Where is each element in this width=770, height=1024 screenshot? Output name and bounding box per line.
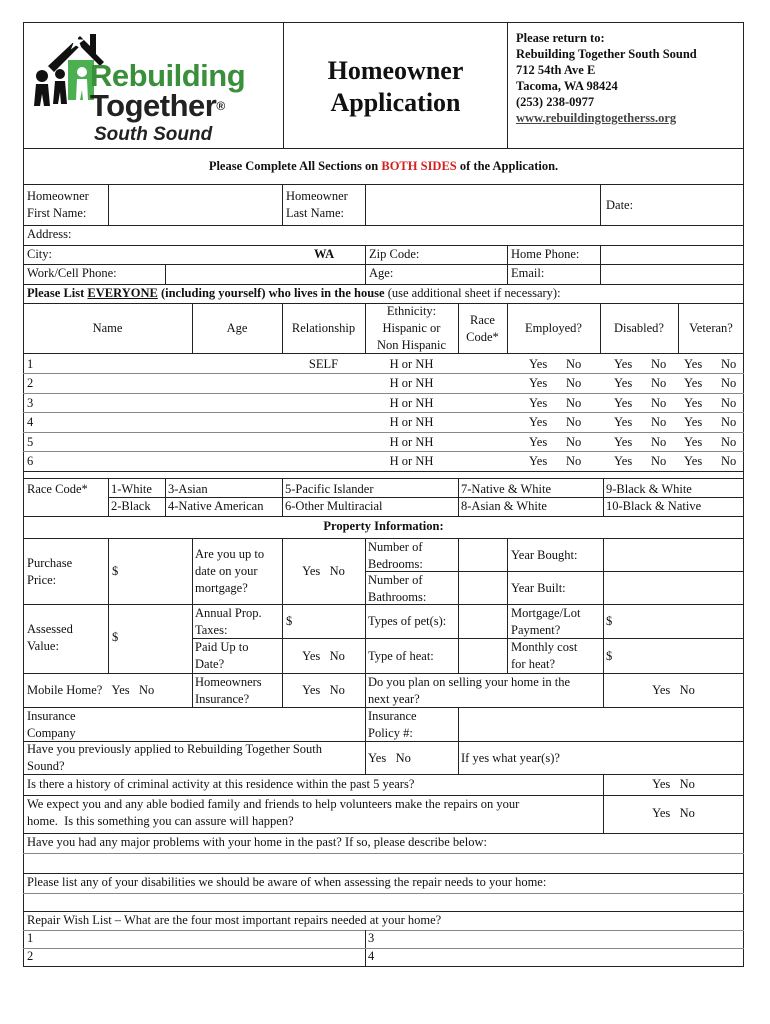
row-relationship: SELF (308, 357, 339, 371)
wishlist-label: Repair Wish List – What are the four most important repairs needed at your home? (27, 913, 442, 927)
race-code: 3-Asian (168, 482, 208, 496)
purchase-price-label: Purchase Price: (27, 556, 73, 587)
wishlist-item-3: 3 (368, 931, 375, 945)
race-code: 2-Black (111, 499, 151, 513)
veteran-yes-option[interactable]: Yes (684, 396, 703, 410)
disabled-yes-option[interactable]: Yes (614, 396, 633, 410)
disabilities-label: Please list any of your disabilities we should be aware of when assessing the repair needs to your home: (27, 875, 547, 889)
paid-up-yes-no[interactable]: Yes No (302, 649, 345, 663)
volunteers-yes-no[interactable]: Yes No (652, 806, 695, 820)
pets-label: Types of pet(s): (368, 614, 447, 628)
work-phone-label: Work/Cell Phone: (27, 266, 117, 280)
col-name: Name (92, 321, 123, 335)
disabled-no-option[interactable]: No (651, 435, 667, 449)
instructions: Please Complete All Sections on BOTH SIDES of the Application. (208, 159, 559, 173)
col-ethnicity: Ethnicity: Hispanic or Non Hispanic (376, 304, 447, 352)
mobile-home-yes-no[interactable]: Yes No (111, 683, 155, 697)
date-label: Date: (606, 198, 634, 212)
race-code: 8-Asian & White (461, 499, 547, 513)
row-ethnicity: H or NH (389, 376, 434, 390)
veteran-yes-option[interactable]: Yes (684, 435, 703, 449)
col-age: Age (226, 321, 248, 335)
race-code: 4-Native American (168, 499, 264, 513)
disabled-yes-option[interactable]: Yes (614, 415, 633, 429)
bedrooms-label: Number of Bedrooms: (368, 540, 423, 571)
race-code: 6-Other Multiracial (285, 499, 383, 513)
volunteers-label: We expect you and any able bodied family and friends to help volunteers make the repairs on your home. Is this something you can assure will happen? (27, 797, 520, 828)
disabled-no-option[interactable]: No (651, 376, 667, 390)
age-label: Age: (369, 266, 394, 280)
assessed-value-dollar: $ (112, 630, 119, 644)
employed-yes-option[interactable]: Yes (529, 454, 548, 468)
employed-no-option[interactable]: No (566, 376, 582, 390)
employed-yes-option[interactable]: Yes (529, 435, 548, 449)
veteran-yes-option[interactable]: Yes (684, 376, 703, 390)
criminal-history-yes-no[interactable]: Yes No (652, 777, 695, 791)
row-ethnicity: H or NH (389, 396, 434, 410)
disabled-yes-option[interactable]: Yes (614, 376, 633, 390)
selling-yes-no[interactable]: Yes No (652, 683, 695, 697)
employed-yes-option[interactable]: Yes (529, 357, 548, 371)
row-ethnicity: H or NH (389, 357, 434, 371)
heat-label: Type of heat: (368, 649, 434, 663)
row-ethnicity: H or NH (389, 454, 434, 468)
address-label: Address: (27, 227, 72, 241)
disabled-yes-option[interactable]: Yes (614, 357, 633, 371)
row-ethnicity: H or NH (389, 435, 434, 449)
mobile-home-label: Mobile Home? Yes No (27, 683, 155, 697)
home-phone-label: Home Phone: (511, 247, 580, 261)
purchase-price-dollar: $ (112, 564, 119, 578)
row-num: 1 (27, 357, 34, 371)
last-name-label: Homeowner Last Name: (286, 189, 348, 220)
race-code: 7-Native & White (461, 482, 552, 496)
veteran-no-option[interactable]: No (721, 454, 737, 468)
employed-yes-option[interactable]: Yes (529, 415, 548, 429)
mortgage-lot-label: Mortgage/Lot Payment? (511, 606, 581, 637)
employed-no-option[interactable]: No (566, 396, 582, 410)
household-heading: Please List EVERYONE (including yourself) who lives in the house (use additional sheet if necessary): (27, 286, 561, 300)
paid-up-label: Paid Up to Date? (195, 640, 249, 671)
row-num: 2 (27, 376, 34, 390)
insurance-policy-label: Insurance Policy #: (368, 709, 417, 740)
disabled-yes-option[interactable]: Yes (614, 454, 633, 468)
prev-applied-label: Have you previously applied to Rebuilding Together South Sound? (27, 742, 323, 773)
employed-no-option[interactable]: No (566, 435, 582, 449)
row-ethnicity: H or NH (389, 415, 434, 429)
wishlist-item-1: 1 (27, 931, 34, 945)
insurance-yes-no[interactable]: Yes No (302, 683, 345, 697)
property-heading: Property Information: (323, 519, 444, 533)
logo-reg: ® (216, 99, 225, 113)
veteran-yes-option[interactable]: Yes (684, 454, 703, 468)
year-bought-label: Year Bought: (511, 548, 578, 562)
veteran-yes-option[interactable]: Yes (684, 415, 703, 429)
page-title-line1: Homeowner (327, 56, 464, 85)
email-label: Email: (511, 266, 545, 280)
logo: Rebuilding Together® South Sound (28, 26, 278, 146)
prev-applied-yes-no[interactable]: Yes No (368, 751, 411, 765)
row-num: 4 (27, 415, 34, 429)
zip-label: Zip Code: (369, 247, 420, 261)
year-built-label: Year Built: (511, 581, 566, 595)
employed-no-option[interactable]: No (566, 415, 582, 429)
return-address: Please return to: Rebuilding Together South Sound 712 54th Ave E Tacoma, WA 98424 (253) 238-0977 www.rebuildingtogetherss.org (516, 31, 697, 125)
problems-label: Have you had any major problems with your home in the past? If so, please describe below: (27, 835, 487, 849)
veteran-no-option[interactable]: No (721, 415, 737, 429)
monthly-heat-label: Monthly cost for heat? (511, 640, 578, 671)
employed-yes-option[interactable]: Yes (529, 396, 548, 410)
race-code: 1-White (111, 482, 152, 496)
monthly-heat-dollar: $ (606, 649, 613, 663)
selling-label: Do you plan on selling your home in the next year? (368, 675, 571, 706)
if-yes-year-label: If yes what year(s)? (461, 751, 560, 765)
veteran-no-option[interactable]: No (721, 396, 737, 410)
mortgage-up-to-date-label: Are you up to date on your mortgage? (195, 547, 265, 595)
criminal-history-label: Is there a history of criminal activity at this residence within the past 5 years? (27, 777, 415, 791)
col-relationship: Relationship (291, 321, 356, 335)
annual-taxes-label: Annual Prop. Taxes: (195, 606, 262, 637)
disabled-no-option[interactable]: No (651, 357, 667, 371)
veteran-yes-option[interactable]: Yes (684, 357, 703, 371)
assessed-value-label: Assessed Value: (27, 622, 73, 653)
city-label: City: (27, 247, 53, 261)
race-code: 5-Pacific Islander (285, 482, 374, 496)
disabled-no-option[interactable]: No (651, 415, 667, 429)
employed-yes-option[interactable]: Yes (529, 376, 548, 390)
employed-no-option[interactable]: No (566, 357, 582, 371)
website-link[interactable]: www.rebuildingtogetherss.org (516, 111, 677, 125)
bathrooms-label: Number of Bathrooms: (368, 573, 427, 604)
veteran-no-option[interactable]: No (721, 376, 737, 390)
col-race: Race Code* (466, 313, 499, 344)
first-name-label: Homeowner First Name: (27, 189, 89, 220)
employed-no-option[interactable]: No (566, 454, 582, 468)
race-code: 9-Black & White (606, 482, 692, 496)
mortgage-lot-dollar: $ (606, 614, 613, 628)
row-num: 3 (27, 396, 34, 410)
row-num: 6 (27, 454, 34, 468)
state-value: WA (314, 247, 335, 261)
wishlist-item-2: 2 (27, 949, 34, 963)
insurance-company-label: Insurance Company (27, 709, 76, 740)
col-employed: Employed? (525, 321, 582, 335)
annual-taxes-dollar: $ (286, 614, 293, 628)
race-code-label: Race Code* (27, 482, 88, 496)
disabled-yes-option[interactable]: Yes (614, 435, 633, 449)
col-disabled: Disabled? (614, 321, 664, 335)
veteran-no-option[interactable]: No (721, 435, 737, 449)
col-veteran: Veteran? (689, 321, 733, 335)
logo-line2: Together (90, 88, 217, 123)
row-num: 5 (27, 435, 34, 449)
insurance-question-label: Homeowners Insurance? (195, 675, 262, 706)
disabled-no-option[interactable]: No (651, 454, 667, 468)
veteran-no-option[interactable]: No (721, 357, 737, 371)
page-title-line2: Application (330, 88, 461, 117)
mortgage-up-to-date-yes-no[interactable]: Yes No (302, 564, 345, 578)
disabled-no-option[interactable]: No (651, 396, 667, 410)
race-code: 10-Black & Native (606, 499, 702, 513)
wishlist-item-4: 4 (368, 949, 375, 963)
